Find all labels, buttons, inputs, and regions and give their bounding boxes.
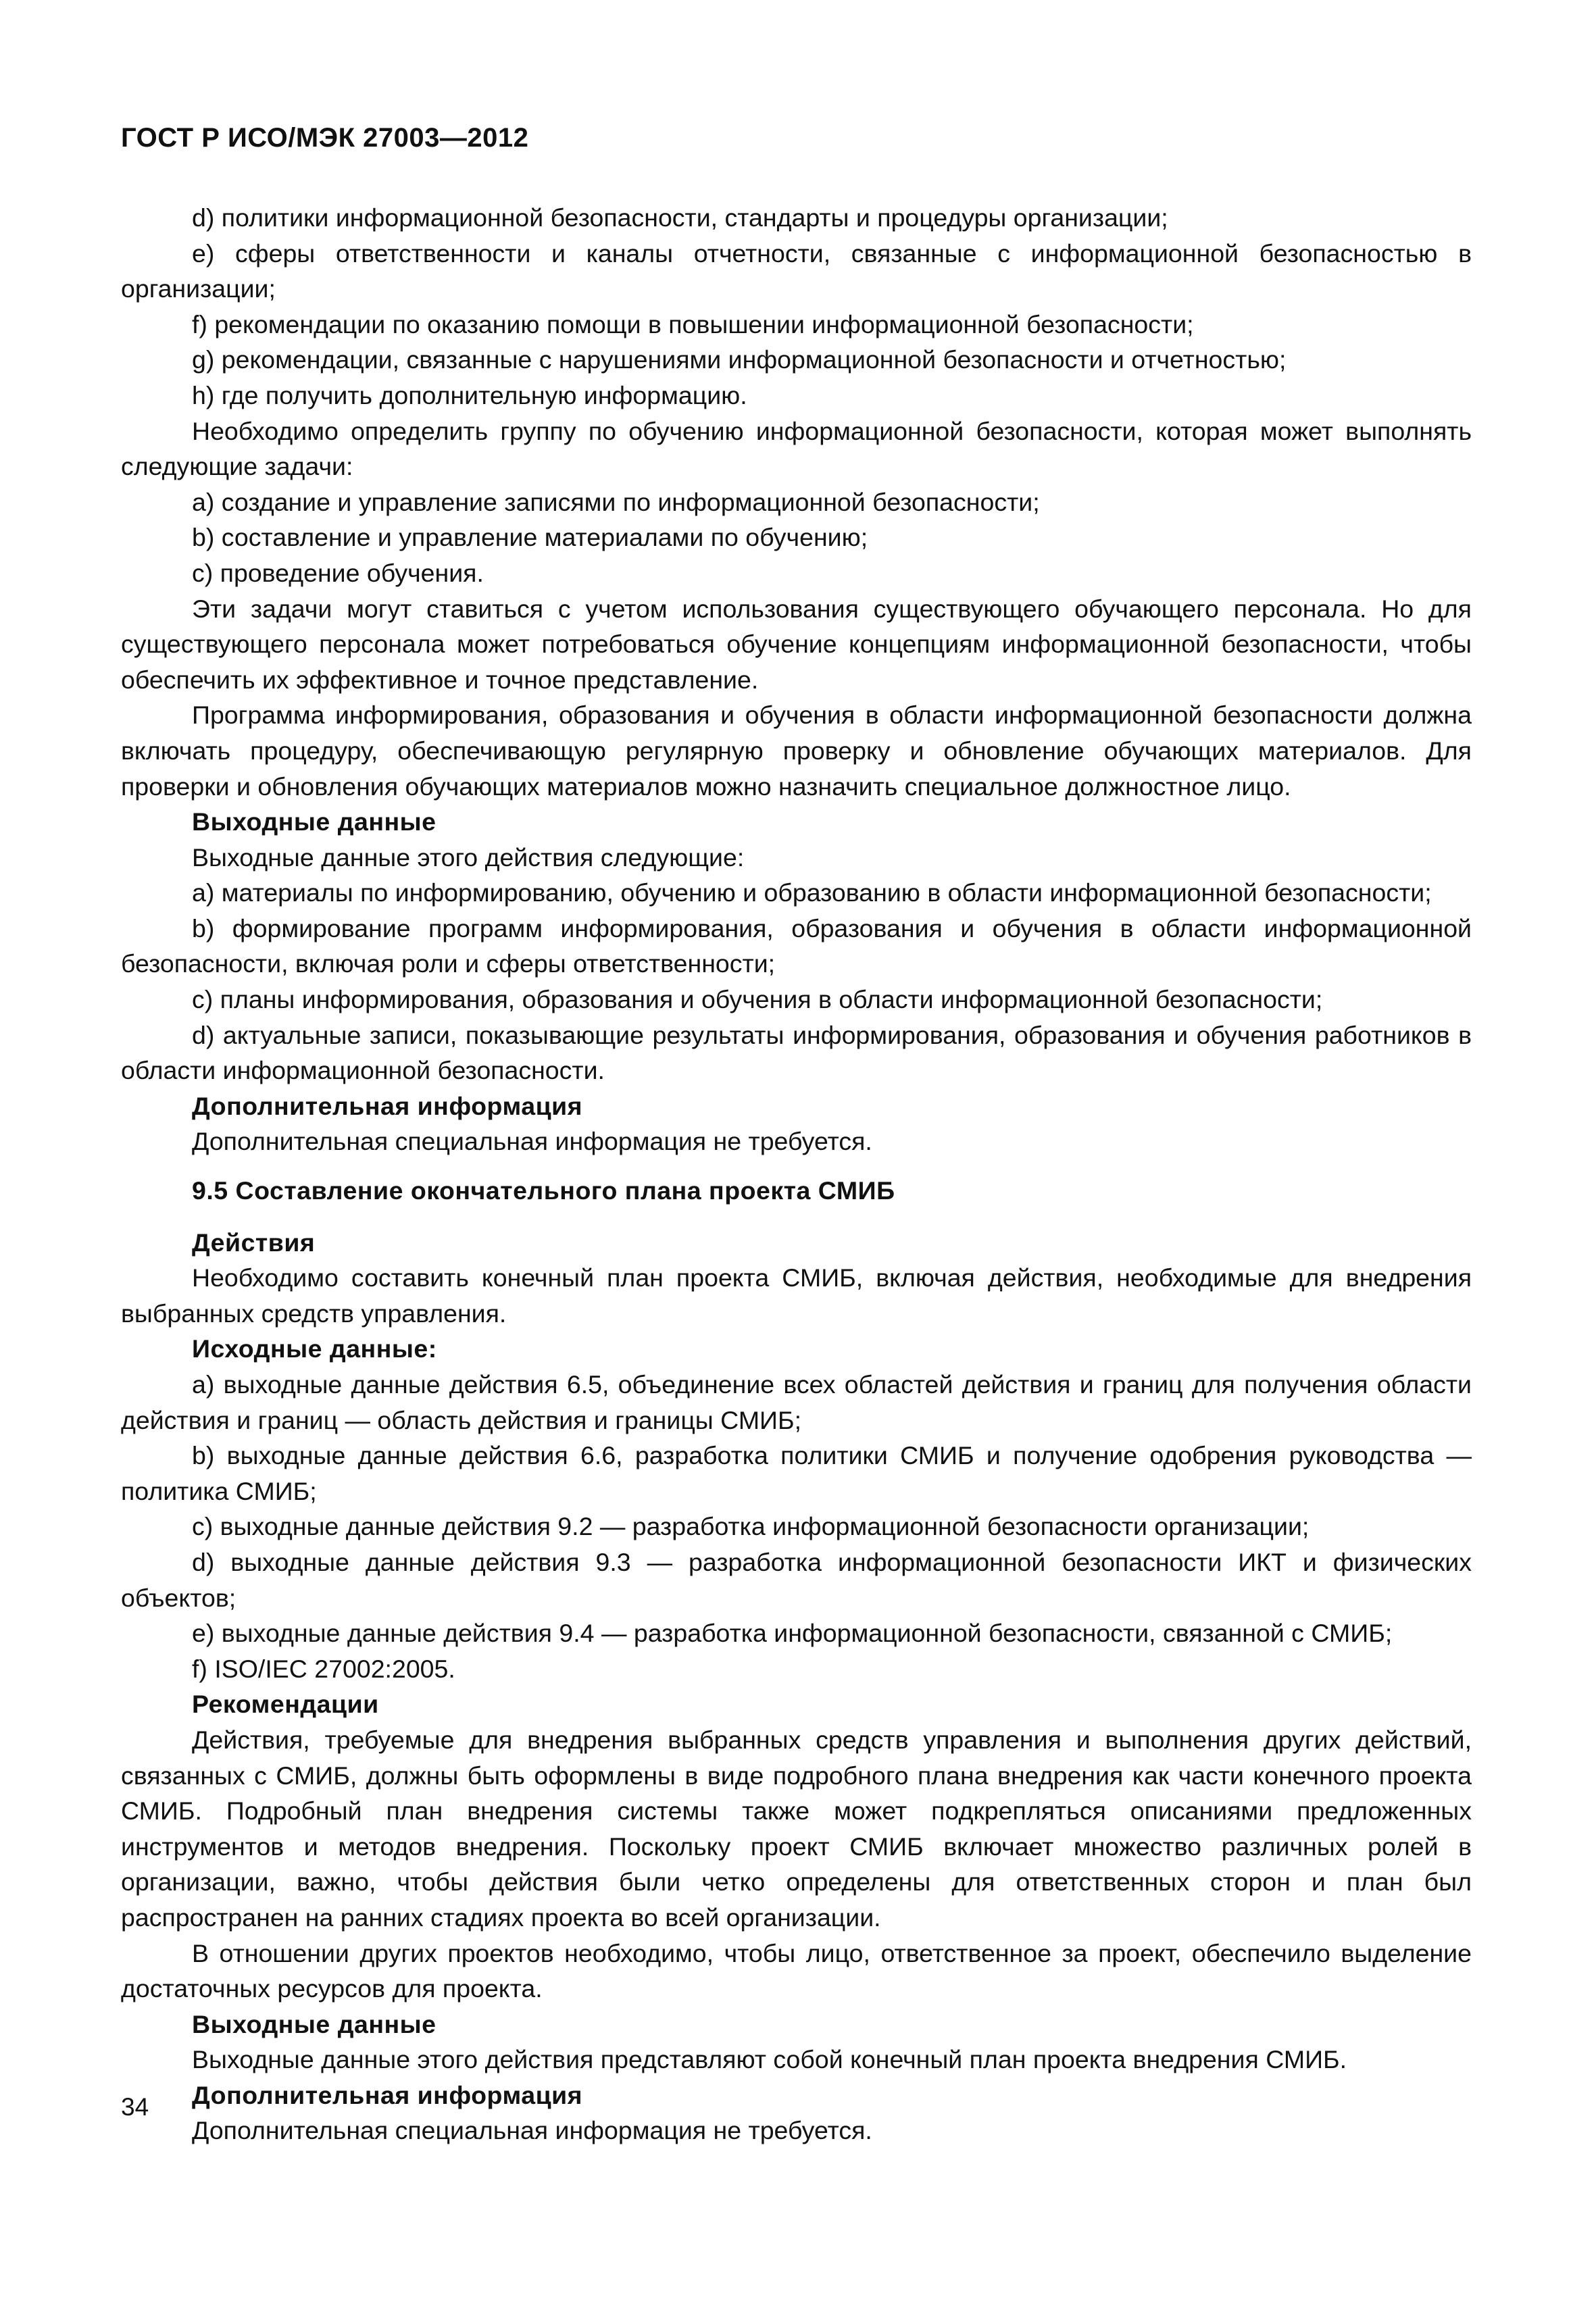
subheading-output: Выходные данные (192, 2009, 437, 2038)
list-item: c) планы информирования, образования и обучения в области информационной безопасности; (192, 985, 1323, 1014)
list-item: c) проведение обучения. (192, 558, 484, 587)
list-item: d) политики информационной безопасности, стандарты и процедуры организации; (192, 203, 1168, 232)
paragraph-recommendations: Действия, требуемые для внедрения выбранных средств управления и выполнения других действий, связанных с СМИБ, должны быть оформлены в виде подробного плана внедрения как части конечного проекта СМИБ. Подробный план внедрения системы также может подкрепляться описаниями предложенных инструментов и методов внедрения. Поскольку проект СМИБ включает множество различных ролей в организации, важно, чтобы действия были четко определены для ответственных сторон и план был распространен на ранних стадиях проекта во всей организации. (121, 1725, 1472, 1932)
list-item: e) сферы ответственности и каналы отчетности, связанные с информационной безопасностью в организации; (121, 238, 1472, 303)
list-item: d) выходные данные действия 9.3 — разработка информационной безопасности ИКТ и физических объектов; (121, 1547, 1472, 1612)
subheading-actions: Действия (192, 1228, 316, 1257)
list-item: f) ISO/IEC 27002:2005. (192, 1654, 455, 1683)
list-item: b) формирование программ информирования, образования и обучения в области информационной безопасности, включая роли и сферы ответственности; (121, 913, 1472, 978)
list-item: a) материалы по информированию, обучению и образованию в области информационной безопасности; (192, 878, 1432, 907)
list-item: h) где получить дополнительную информацию. (192, 380, 747, 409)
list-item: a) выходные данные действия 6.5, объединение всех областей действия и границ для получения области действия и границ — область действия и границы СМИБ; (121, 1370, 1472, 1434)
list-item: c) выходные данные действия 9.2 — разработка информационной безопасности организации; (192, 1512, 1310, 1541)
list-item: g) рекомендации, связанные с нарушениями информационной безопасности и отчетностью; (192, 345, 1287, 374)
list-item: b) составление и управление материалами по обучению; (192, 523, 868, 552)
list-item: f) рекомендации по оказанию помощи в повышении информационной безопасности; (192, 309, 1194, 338)
list-item: e) выходные данные действия 9.4 — разработка информационной безопасности, связанной с СМИБ; (192, 1619, 1393, 1648)
subheading-recommendations: Рекомендации (192, 1690, 379, 1719)
paragraph-output: Выходные данные этого действия представляют собой конечный план проекта внедрения СМИБ. (192, 2045, 1347, 2074)
page-number: 34 (121, 2093, 149, 2121)
paragraph-actions: Необходимо составить конечный план проекта СМИБ, включая действия, необходимые для внедрения выбранных средств управления. (121, 1263, 1472, 1328)
list-item: d) актуальные записи, показывающие результаты информирования, образования и обучения работников в области информационной безопасности. (121, 1020, 1472, 1085)
list-item: a) создание и управление записями по информационной безопасности; (192, 487, 1040, 516)
paragraph-tasks: Эти задачи могут ставиться с учетом использования существующего обучающего персонала. Но для существующего персонала может потребоваться обучение концепциям информационной безопасности, чтобы обеспечить их эффективное и точное представление. (121, 594, 1472, 694)
paragraph-program: Программа информирования, образования и обучения в области информационной безопасности должна включать процедуру, обеспечивающую регулярную проверку и обновление обучающих материалов. Для проверки и обновления обучающих материалов можно назначить специальное должностное лицо. (121, 701, 1472, 801)
section-heading: 9.5 Составление окончательного плана проекта СМИБ (192, 1176, 895, 1205)
paragraph-extra-info: Дополнительная специальная информация не требуется. (192, 1127, 872, 1156)
subheading-extra-info: Дополнительная информация (192, 1091, 583, 1120)
subheading-input: Исходные данные: (192, 1334, 437, 1363)
paragraph-resources: В отношении других проектов необходимо, чтобы лицо, ответственное за проект, обеспечило выделение достаточных ресурсов для проекта. (121, 1938, 1472, 2003)
paragraph-training-group: Необходимо определить группу по обучению информационной безопасности, которая может выполнять следующие задачи: (121, 416, 1472, 481)
subheading-output: Выходные данные (192, 807, 437, 836)
paragraph-output-intro: Выходные данные этого действия следующие: (192, 842, 745, 872)
list-item: b) выходные данные действия 6.6, разработка политики СМИБ и получение одобрения руководства — политика СМИБ; (121, 1441, 1472, 1505)
subheading-extra-info: Дополнительная информация (192, 2080, 583, 2109)
standard-header: ГОСТ Р ИСО/МЭК 27003—2012 (121, 123, 529, 153)
document-body (121, 200, 1472, 2148)
paragraph-extra-info: Дополнительная специальная информация не требуется. (192, 2116, 872, 2145)
